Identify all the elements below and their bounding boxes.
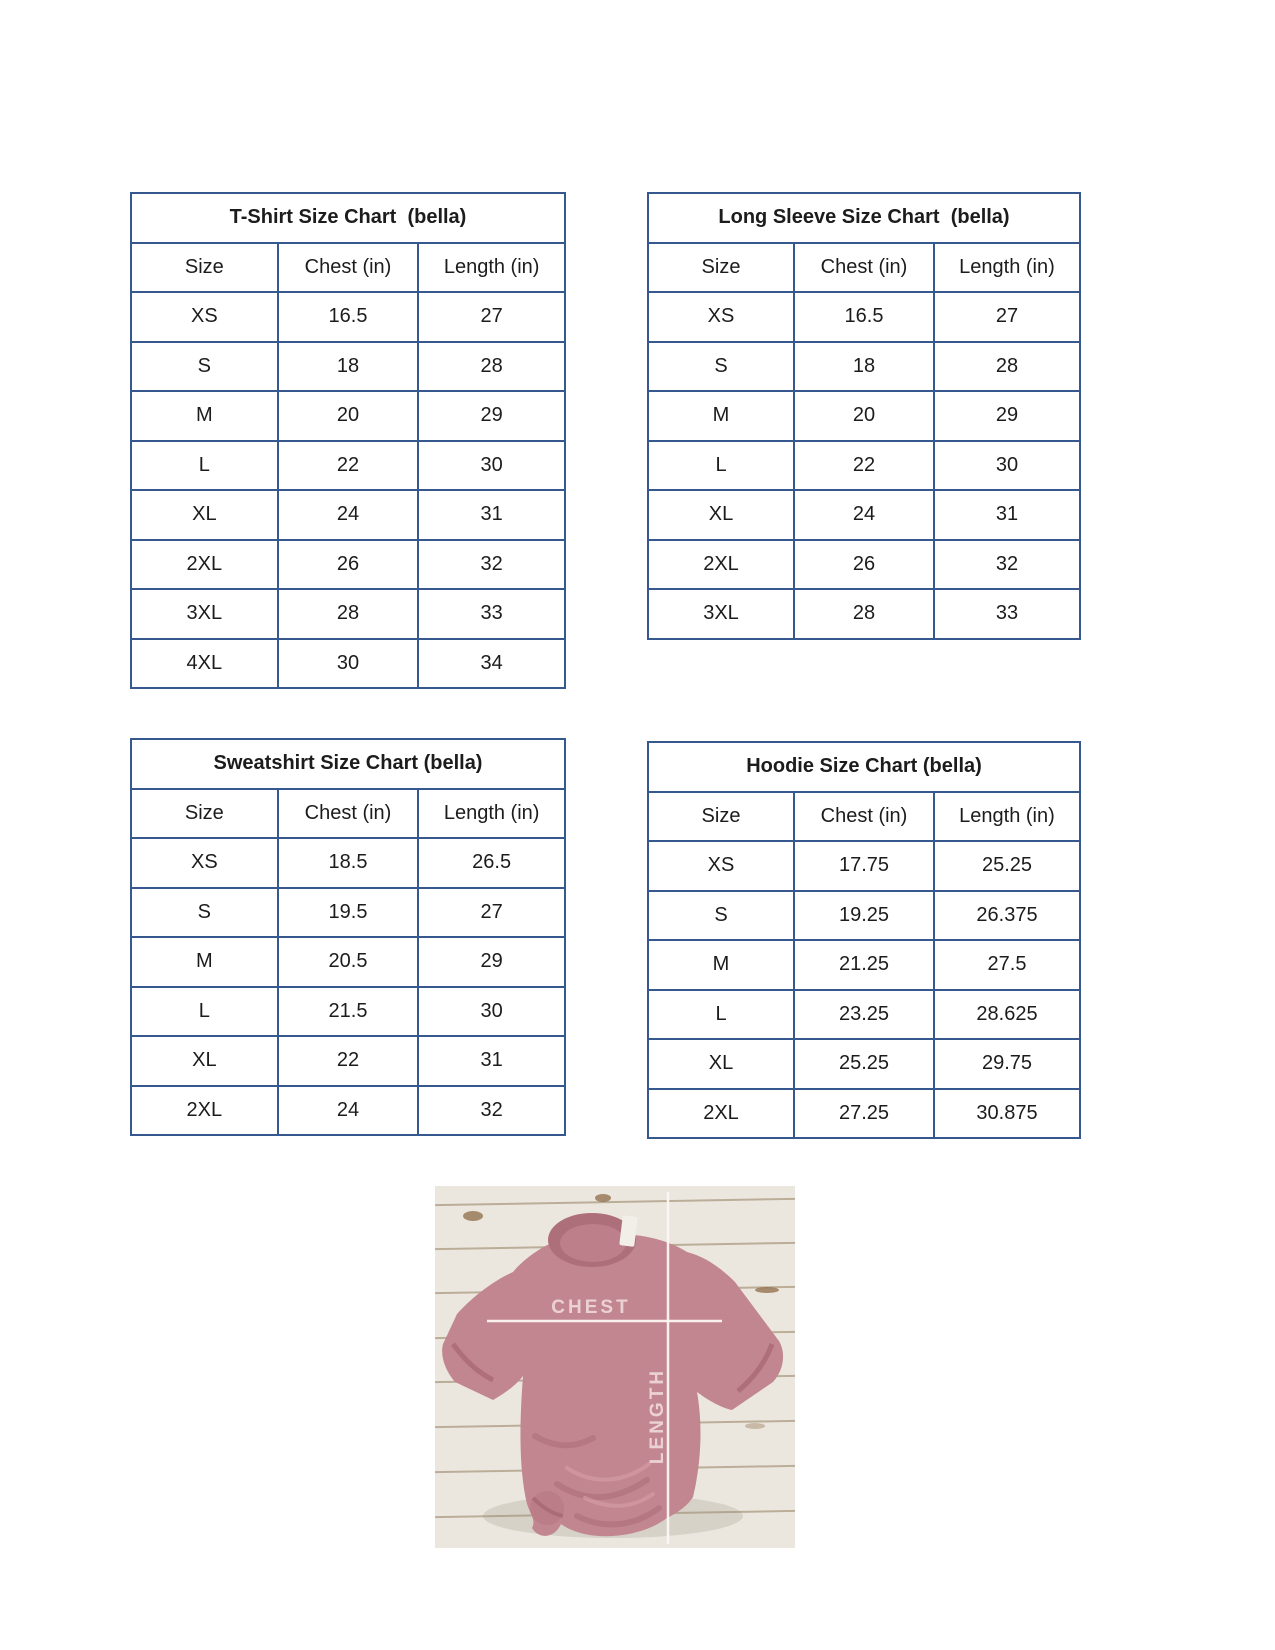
length-cell: 33 [418,589,565,639]
length-cell: 28 [934,342,1080,392]
length-label: LENGTH [647,1367,668,1465]
length-cell: 29.75 [934,1039,1080,1089]
table-row [648,891,1080,941]
table-title-row [131,739,565,789]
table-row [648,441,1080,491]
length-cell: 31 [418,490,565,540]
sweatshirt-size-table [130,738,566,1136]
table-title: Sweatshirt Size Chart (bella) [131,739,565,789]
table-row [648,589,1080,639]
length-cell: 29 [418,937,565,987]
hoodie-size-table [647,741,1081,1139]
length-cell: 28 [418,342,565,392]
chest-cell: 22 [278,1036,419,1086]
size-cell: XL [648,490,794,540]
chest-cell: 18 [278,342,419,392]
size-cell: S [648,342,794,392]
length-cell: 25.25 [934,841,1080,891]
table-header-row [648,792,1080,842]
column-header: Length (in) [418,789,565,839]
length-cell: 32 [418,1086,565,1136]
length-cell: 31 [934,490,1080,540]
size-cell: 2XL [131,1086,278,1136]
size-cell: XS [648,292,794,342]
table-row [131,292,565,342]
length-cell: 27 [418,292,565,342]
size-cell: XS [131,292,278,342]
size-cell: M [648,940,794,990]
table-title-row [131,193,565,243]
table-row [648,490,1080,540]
size-cell: 4XL [131,639,278,689]
long-sleeve-size-table [647,192,1081,640]
chest-cell: 20 [278,391,419,441]
size-cell: S [131,342,278,392]
length-cell: 34 [418,639,565,689]
measurement-guide-photo [435,1186,795,1548]
size-cell: 2XL [648,540,794,590]
size-cell: M [648,391,794,441]
length-cell: 30.875 [934,1089,1080,1139]
size-cell: M [131,391,278,441]
table-header-row [131,789,565,839]
size-cell: XS [131,838,278,888]
table-title: Hoodie Size Chart (bella) [648,742,1080,792]
column-header: Chest (in) [794,243,934,293]
table-row [648,1089,1080,1139]
size-cell: XL [131,490,278,540]
table-title-row [648,193,1080,243]
table-row [648,391,1080,441]
table-row [131,540,565,590]
length-cell: 32 [934,540,1080,590]
length-cell: 31 [418,1036,565,1086]
length-cell: 26.5 [418,838,565,888]
column-header: Chest (in) [278,243,419,293]
column-header: Size [131,243,278,293]
chest-cell: 22 [278,441,419,491]
size-cell: S [648,891,794,941]
chest-cell: 24 [278,1086,419,1136]
size-cell: 3XL [131,589,278,639]
length-cell: 28.625 [934,990,1080,1040]
column-header: Size [648,243,794,293]
chest-cell: 20.5 [278,937,419,987]
size-cell: XL [131,1036,278,1086]
table-row [131,490,565,540]
size-cell: L [648,441,794,491]
table-row [131,937,565,987]
hem-knot [530,1491,564,1525]
chest-cell: 20 [794,391,934,441]
length-cell: 30 [418,987,565,1037]
chest-cell: 18.5 [278,838,419,888]
tshirt-photo-illustration [435,1186,795,1548]
column-header: Size [648,792,794,842]
chest-cell: 22 [794,441,934,491]
chest-label: CHEST [551,1297,631,1318]
chest-cell: 18 [794,342,934,392]
tshirt-size-table [130,192,566,689]
chest-cell: 26 [278,540,419,590]
table-row [648,940,1080,990]
table-row [648,540,1080,590]
table-title: T-Shirt Size Chart (bella) [131,193,565,243]
table-row [131,1036,565,1086]
chest-cell: 28 [794,589,934,639]
table-row [131,391,565,441]
length-cell: 32 [418,540,565,590]
column-header: Length (in) [934,243,1080,293]
chest-cell: 16.5 [278,292,419,342]
table-row [131,1086,565,1136]
size-cell: XS [648,841,794,891]
table-row [131,639,565,689]
chest-cell: 25.25 [794,1039,934,1089]
table-row [648,292,1080,342]
collar-inner [560,1224,626,1262]
column-header: Chest (in) [794,792,934,842]
chest-cell: 21.5 [278,987,419,1037]
table-header-row [648,243,1080,293]
length-cell: 30 [934,441,1080,491]
table-row [131,589,565,639]
size-cell: L [131,987,278,1037]
size-cell: XL [648,1039,794,1089]
length-cell: 29 [934,391,1080,441]
chest-cell: 24 [794,490,934,540]
table-row [648,342,1080,392]
chest-cell: 17.75 [794,841,934,891]
chest-cell: 30 [278,639,419,689]
column-header: Length (in) [418,243,565,293]
size-cell: 2XL [131,540,278,590]
table-row [131,342,565,392]
chest-cell: 19.5 [278,888,419,938]
table-header-row [131,243,565,293]
chest-cell: 28 [278,589,419,639]
table-row [131,441,565,491]
size-cell: L [131,441,278,491]
table-row [648,1039,1080,1089]
table-title-row [648,742,1080,792]
size-cell: 3XL [648,589,794,639]
table-row [131,838,565,888]
size-cell: 2XL [648,1089,794,1139]
chest-cell: 23.25 [794,990,934,1040]
length-cell: 26.375 [934,891,1080,941]
table-row [648,990,1080,1040]
chest-cell: 27.25 [794,1089,934,1139]
chest-cell: 16.5 [794,292,934,342]
table-row [648,841,1080,891]
table-row [131,987,565,1037]
chest-cell: 19.25 [794,891,934,941]
length-cell: 27.5 [934,940,1080,990]
chest-cell: 24 [278,490,419,540]
size-cell: M [131,937,278,987]
size-cell: S [131,888,278,938]
column-header: Chest (in) [278,789,419,839]
column-header: Length (in) [934,792,1080,842]
length-cell: 27 [418,888,565,938]
column-header: Size [131,789,278,839]
size-cell: L [648,990,794,1040]
length-cell: 33 [934,589,1080,639]
table-title: Long Sleeve Size Chart (bella) [648,193,1080,243]
length-cell: 27 [934,292,1080,342]
length-cell: 30 [418,441,565,491]
chest-cell: 26 [794,540,934,590]
length-cell: 29 [418,391,565,441]
chest-cell: 21.25 [794,940,934,990]
table-row [131,888,565,938]
